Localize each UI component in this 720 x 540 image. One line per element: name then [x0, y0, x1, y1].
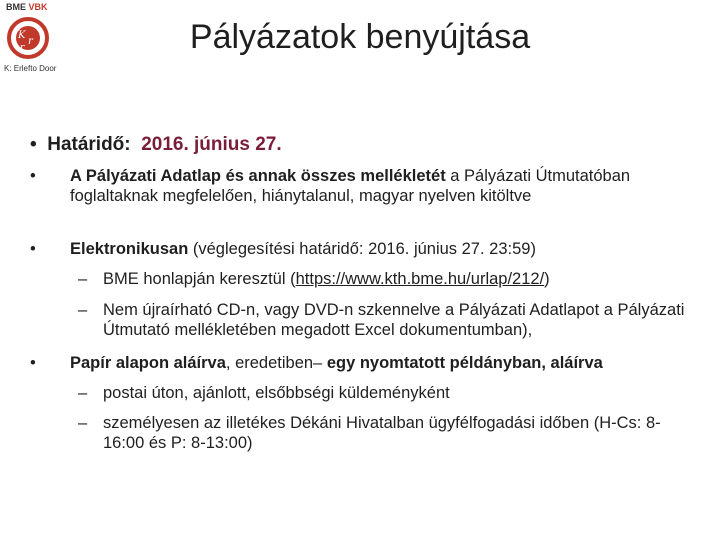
sub-text: személyesen az illetékes Dékáni Hivatalban ügyfélfogadási időben (H-Cs: 8-16:00 és P: 8-13:00) [103, 414, 661, 452]
sub-text: BME honlapján keresztül ( [103, 270, 296, 288]
deadline-date: 2016. június 27. [141, 134, 282, 155]
deadline-label: Határidő: [47, 134, 131, 155]
bullet-bold-text: A Pályázati Adatlap és annak összes mellékletét [70, 167, 446, 185]
dash-symbol: – [78, 301, 88, 319]
sub-item-cd-dvd [78, 300, 698, 340]
dash-symbol: – [78, 414, 88, 432]
sub-text: postai úton, ajánlott, elsőbbségi küldeményként [103, 384, 450, 402]
bullet-bold-text: Papír alapon aláírva [70, 354, 226, 372]
bullet-text: , eredetiben– [225, 354, 327, 372]
bullet-bold-text: Elektronikusan [70, 240, 189, 258]
bullet-symbol: • [30, 354, 36, 372]
bullet-symbol: • [30, 167, 36, 185]
sub-text: Nem újraírható CD-n, vagy DVD-n szkennelve a Pályázati Adatlapot a Pályázati Útmutató mellékletében megadott Excel dokumentumban), [103, 301, 685, 339]
sub-item-in-person [78, 413, 698, 453]
svg-text:K: K [18, 30, 26, 41]
sub-item-website [78, 269, 698, 289]
svg-text:r: r [20, 43, 25, 53]
dash-symbol: – [78, 384, 88, 402]
bullet-symbol: • [30, 134, 37, 155]
bullet-bold-text: egy nyomtatott példányban, aláírva [326, 354, 603, 372]
logo-top-text [6, 2, 48, 12]
dash-symbol: – [78, 270, 88, 288]
sub-text: ) [544, 270, 550, 288]
deadline-line [30, 134, 282, 156]
logo-bottom-text: K: Erlefto Door [4, 64, 57, 73]
sub-item-post [78, 383, 698, 403]
bullet-item-requirements [30, 166, 690, 206]
bullet-text: a Pályázati Útmutatóban foglaltaknak megfelelően, hiánytalanul, magyar nyelven kitöltve [70, 167, 631, 205]
bullet-symbol: • [30, 240, 36, 258]
page-title: Pályázatok benyújtása [189, 18, 531, 56]
logo-vbk: VBK [28, 2, 48, 12]
svg-text:r: r [28, 36, 33, 47]
bullet-item-paper [30, 353, 690, 373]
bullet-item-electronic [30, 239, 690, 259]
logo-bme: BME [6, 2, 26, 12]
bullet-text: (véglegesítési határidő: 2016. június 27. 23:59) [188, 240, 536, 258]
application-form-link[interactable]: https://www.kth.bme.hu/urlap/212/ [295, 270, 545, 288]
